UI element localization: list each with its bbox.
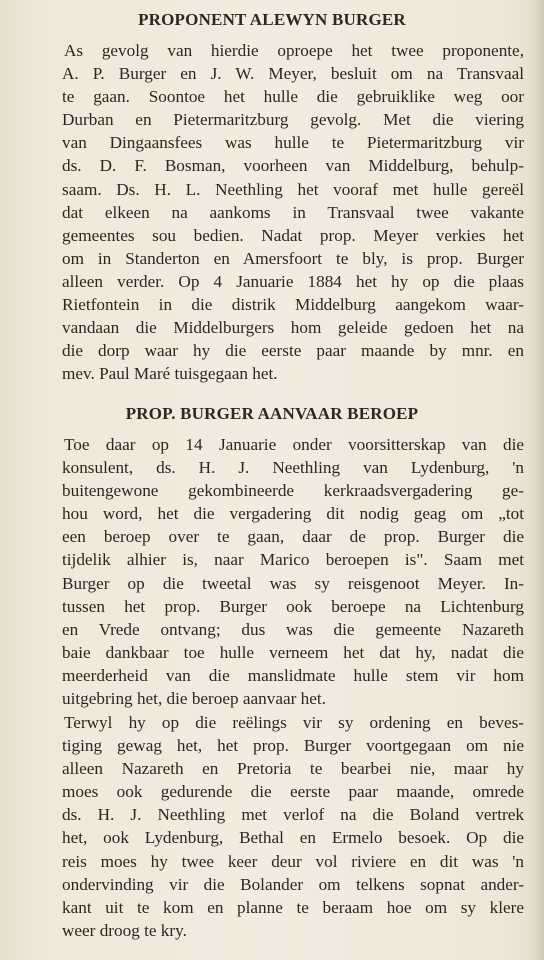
text-line: konsulent, ds. H. J. Neethling van Lydenburg, 'n	[62, 458, 524, 478]
text-line: die dorp waar hy die eerste paar maande by mnr. en	[62, 341, 524, 361]
text-line: saam. Ds. H. L. Neethling het vooraf met hulle gereël	[62, 179, 524, 199]
text-line: en Vrede ontvang; dus was die gemeente Nazareth	[62, 619, 524, 639]
text-line: buitengewone gekombineerde kerkraadsvergadering ge-	[62, 481, 524, 501]
text-line: meerderheid van die manslidmate hulle stem vir hom	[62, 665, 524, 685]
paragraph-beroep-1	[62, 433, 524, 710]
text-line: tijdelik alhier is, naar Marico beroepen is". Saam met	[62, 550, 524, 570]
text-line: om in Standerton en Amersfoort te bly, is prop. Burger	[62, 248, 524, 268]
section-heading-proponent: PROPONENT ALEWYN BURGER	[138, 10, 406, 29]
text-line: Burger op die tweetal was sy reisgenoot Meyer. In-	[62, 573, 524, 593]
text-line: reis moes hy twee keer deur vol riviere en dit was 'n	[62, 851, 524, 871]
text-line: te gaan. Soontoe het hulle die gebruiklike weg oor	[62, 87, 524, 107]
page-edge-shadow	[530, 0, 544, 960]
text-line: uitgebring het, die beroep aanvaar het.	[62, 689, 326, 709]
text-line: Rietfontein in die distrik Middelburg aangekom waar-	[62, 295, 524, 315]
text-line: alleen verder. Op 4 Januarie 1884 het hy op die plaas	[62, 271, 524, 291]
text-line: dat elkeen na aankoms in Transvaal twee vakante	[62, 202, 524, 222]
text-line: baie dankbaar toe hulle verneem het dat hy, nadat die	[62, 642, 524, 662]
text-line: ds. H. J. Neethling met verlof na die Boland vertrek	[62, 805, 524, 825]
section-heading-beroep: PROP. BURGER AANVAAR BEROEP	[125, 404, 419, 423]
text-line: As gevolg van hierdie oproepe het twee proponente,	[64, 41, 524, 60]
text-line: moes ook gedurende die eerste paar maande, omrede	[62, 782, 524, 802]
paragraph-proponent	[62, 39, 524, 385]
text-line: kant uit te kom en planne te beraam hoe om sy klere	[62, 897, 524, 917]
text-line: het, ook Lydenburg, Bethal en Ermelo besoek. Op die	[62, 828, 524, 848]
text-line: een beroep over te gaan, daar de prop. Burger die	[62, 527, 524, 547]
text-line: alleen Nazareth en Pretoria te bearbei nie, maar hy	[62, 759, 524, 779]
text-line: weer droog te kry.	[62, 920, 187, 940]
text-line: A. P. Burger en J. W. Meyer, besluit om na Transvaal	[62, 64, 524, 84]
text-line: tussen het prop. Burger ook beroepe na Lichtenburg	[62, 596, 524, 616]
text-line: Terwyl hy op die reëlings vir sy ordening en beves-	[64, 713, 524, 732]
text-line: Durban en Pietermaritzburg gevolg. Met die viering	[62, 110, 524, 130]
text-line: vandaan die Middelburgers hom geleide gedoen het na	[62, 318, 524, 338]
text-line: ondervinding vir die Bolander om telkens sopnat ander-	[62, 874, 524, 894]
text-line: van Dingaansfees was hulle te Pietermaritzburg vir	[62, 133, 524, 153]
paragraph-beroep-2	[62, 711, 524, 942]
text-line: gemeentes sou bedien. Nadat prop. Meyer verkies het	[62, 225, 524, 245]
text-line: Toe daar op 14 Januarie onder voorsitterskap van die	[64, 435, 524, 454]
text-line: hou word, het die vergadering dit nodig geag om „tot	[62, 504, 524, 524]
text-line: ds. D. F. Bosman, voorheen van Middelburg, behulp-	[62, 156, 524, 176]
text-line: tiging gewag het, het prop. Burger voortgegaan om nie	[62, 736, 524, 756]
text-line: mev. Paul Maré tuisgegaan het.	[62, 364, 278, 384]
